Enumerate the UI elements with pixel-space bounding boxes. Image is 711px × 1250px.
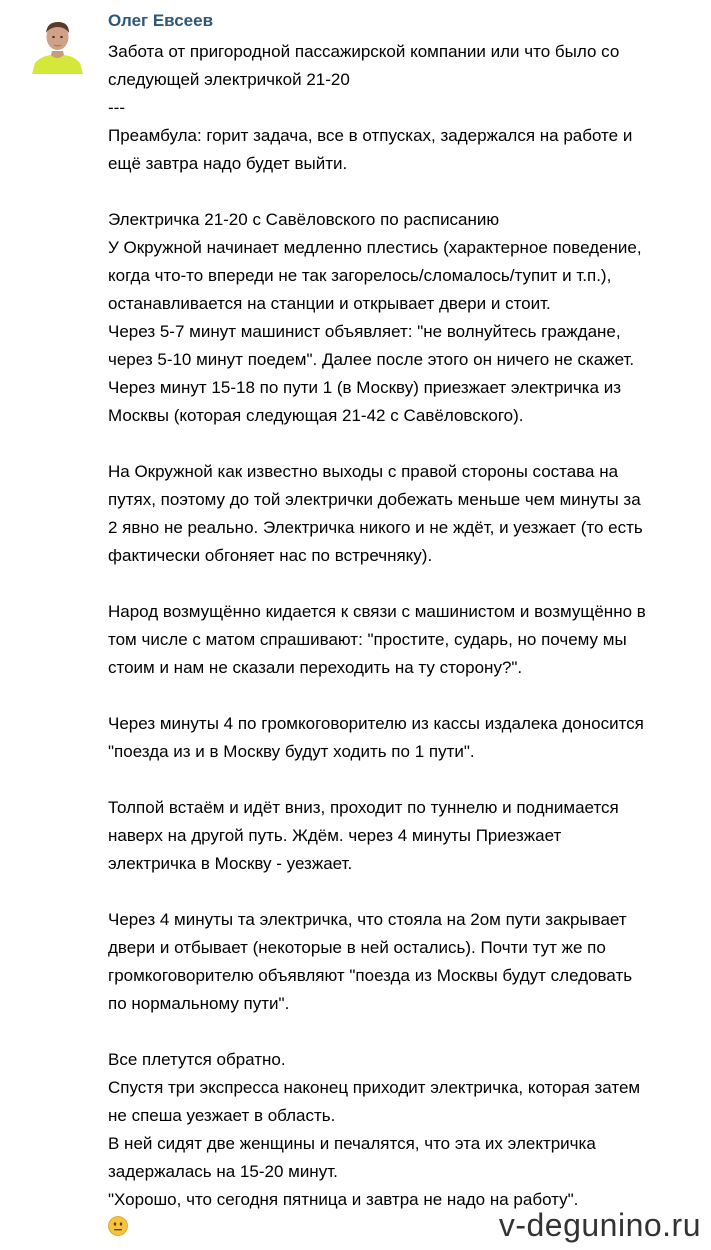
paragraph-gap [108, 766, 706, 794]
post-text-line: не спеша уезжает в область. [108, 1106, 336, 1125]
post-text [108, 38, 706, 1214]
post-text-line: стоим и нам не сказали переходить на ту сторону?". [108, 658, 523, 677]
post-text-line: "поезда из и в Москву будут ходить по 1 пути". [108, 742, 475, 761]
author-name[interactable]: Олег Евсеев [108, 11, 214, 30]
paragraph-gap [108, 878, 706, 906]
post-text-line: наверх на другой путь. Ждём. через 4 минуты Приезжает [108, 826, 562, 845]
author-avatar[interactable] [29, 17, 86, 74]
post-text-line: задержалась на 15-20 минут. [108, 1162, 338, 1181]
paragraph-gap [108, 682, 706, 710]
post-text-line: Через минут 15-18 по пути 1 (в Москву) приезжает электричка из [108, 378, 622, 397]
post-text-line: путях, поэтому до той электрички добежать меньше чем минуты за [108, 490, 641, 509]
post-text-line: фактически обгоняет нас по встречняку). [108, 546, 433, 565]
post-text-line: следующей электричкой 21-20 [108, 70, 350, 89]
post-text-line: Москвы (которая следующая 21-42 с Савёловского). [108, 406, 524, 425]
post-text-line: через 5-10 минут поедем". Далее после этого он ничего не скажет. [108, 350, 635, 369]
post-text-line: Через 4 минуты та электричка, что стояла на 2ом пути закрывает [108, 910, 627, 929]
post-text-line: двери и отбывает (некоторые в ней остались). Почти тут же по [108, 938, 606, 957]
post-text-line: --- [108, 98, 125, 117]
post-text-line: по нормальному пути". [108, 994, 290, 1013]
paragraph-gap [108, 178, 706, 206]
post-text-line: "Хорошо, что сегодня пятница и завтра не надо на работу". [108, 1190, 579, 1209]
post-text-line: ещё завтра надо будет выйти. [108, 154, 348, 173]
post-text-line: Спустя три экспресса наконец приходит электричка, которая затем [108, 1078, 641, 1097]
paragraph-gap [108, 1018, 706, 1046]
site-watermark: v-degunino.ru [498, 1207, 701, 1243]
post-text-line: Электричка 21-20 с Савёловского по расписанию [108, 210, 500, 229]
post-text-line: когда что-то впереди не так загорелось/сломалось/тупит и т.п.), [108, 266, 612, 285]
post-text-line: останавливается на станции и открывает двери и стоит. [108, 294, 551, 313]
post-text-line: На Окружной как известно выходы с правой стороны состава на [108, 462, 619, 481]
post-text-line: В ней сидят две женщины и печалятся, что эта их электричка [108, 1134, 596, 1153]
post-text-line: Через 5-7 минут машинист объявляет: "не волнуйтесь граждане, [108, 322, 621, 341]
post-text-line: Преамбула: горит задача, все в отпусках, задержался на работе и [108, 126, 633, 145]
post-text-line: Через минуты 4 по громкоговорителю из кассы издалека доносится [108, 714, 644, 733]
post-text-line: Толпой встаём и идёт вниз, проходит по туннелю и поднимается [108, 798, 619, 817]
post-text-line: Народ возмущённо кидается к связи с машинистом и возмущённо в [108, 602, 646, 621]
paragraph-gap [108, 570, 706, 598]
post-text-line: 2 явно не реально. Электричка никого и не ждёт, и уезжает (то есть [108, 518, 643, 537]
paragraph-gap [108, 430, 706, 458]
post-text-line: Все плетутся обратно. [108, 1050, 286, 1069]
user-avatar-photo-icon [29, 17, 86, 74]
post-text-line: У Окружной начинает медленно плестись (характерное поведение, [108, 238, 642, 257]
neutral-face-emoji-icon [108, 1216, 128, 1236]
post-text-line: Забота от пригородной пассажирской компании или что было со [108, 42, 620, 61]
post-text-line: том числе с матом спрашивают: "простите, сударь, но почему мы [108, 630, 627, 649]
post-text-line: громкоговорителю объявляют "поезда из Москвы будут следовать [108, 966, 633, 985]
post-text-line: электричка в Москву - уезжает. [108, 854, 353, 873]
